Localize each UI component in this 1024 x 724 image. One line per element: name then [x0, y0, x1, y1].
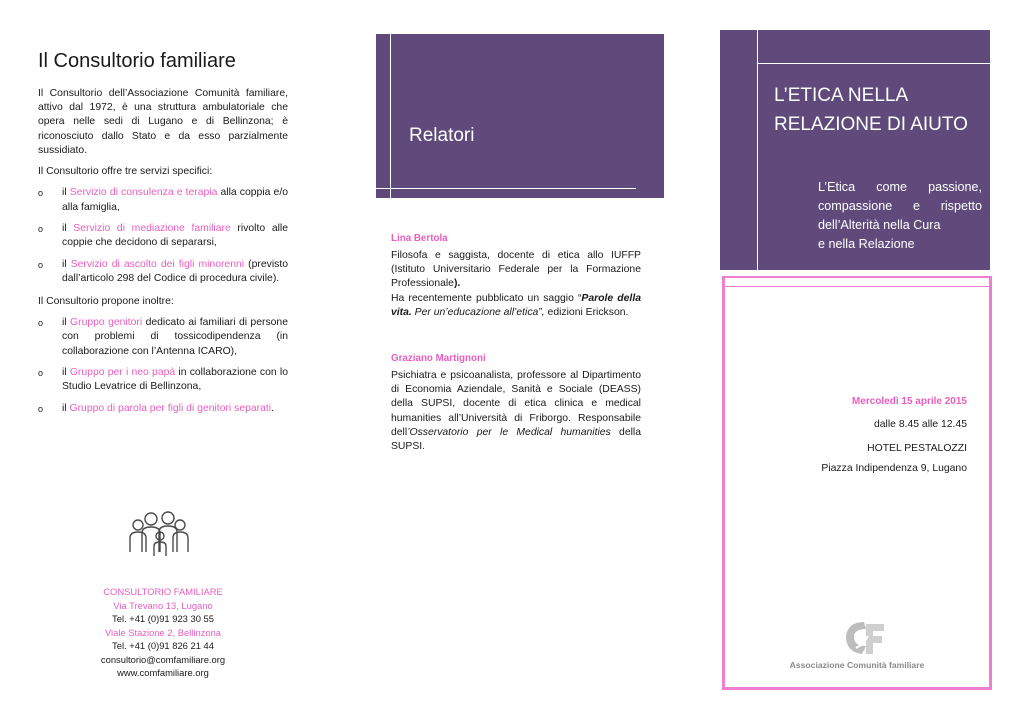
speaker-bio: Psichiatra e psicoanalista, professore al Dipartimento di Economia Aziendale, Sanità e Sociale (DEASS) della SUPSI, docente di etica clinica e medical humanities all’Università di Friborgo. Responsabile dell’Osservatorio per le Medical humanities della SUPSI. — [391, 370, 641, 453]
speaker-publication: Ha recentemente pubblicato un saggio “Parole della vita. Per un’educazione all’etica”, edizioni Erickson. — [391, 292, 641, 318]
divider — [390, 34, 391, 198]
speaker-bio: Filosofa e saggista, docente di etica allo IUFFP (Istituto Universitario Federale per la Formazione Professionale). — [391, 250, 641, 290]
contact-email[interactable]: consultorio@comfamiliare.org — [100, 653, 226, 665]
bullet-icon: o — [38, 259, 44, 270]
list-item: o il Servizio di consulenza e terapia alla coppia e/o alla famiglia, — [38, 187, 288, 213]
speaker-martignoni — [391, 353, 641, 454]
event-venue: HOTEL PESTALOZZI — [867, 443, 967, 454]
event-date: Mercoledì 15 aprile 2015 — [851, 396, 967, 407]
list-item: o il Servizio di mediazione familiare rivolto alle coppie che decidono di separarsi, — [38, 223, 288, 249]
speaker-name: Lina Bertola — [391, 233, 448, 244]
association-name: Associazione Comunità familiare — [789, 660, 925, 670]
consultorio-title: Il Consultorio familiare — [38, 50, 236, 72]
relatori-title: Relatori — [409, 125, 475, 146]
proposals-list — [38, 316, 288, 416]
association-logo-icon — [842, 618, 888, 658]
cover-subtitle: L’Etica come passione, compassione e rispetto dell’Alterità nella Cura e nella Relazione — [818, 180, 982, 251]
contact-org: CONSULTORIO FAMILIARE — [103, 586, 223, 597]
bullet-icon: o — [38, 368, 44, 379]
event-address: Piazza Indipendenza 9, Lugano — [821, 463, 967, 474]
contact-website[interactable]: www.comfamiliare.org — [117, 667, 209, 678]
divider — [757, 63, 990, 64]
gruppo-parola: Gruppo di parola per figli di genitori separati — [69, 402, 272, 414]
services-list — [38, 186, 288, 286]
event-frame — [722, 276, 992, 690]
cover-box — [720, 30, 990, 270]
bullet-icon: o — [38, 403, 44, 414]
list-item: o il Gruppo di parola per figli di genitori separati. — [38, 402, 288, 416]
list-item: o il Gruppo per i neo papà in collaborazione con lo Studio Levatrice di Bellinzona, — [38, 367, 288, 393]
relatori-header-box — [376, 34, 664, 198]
gruppo-genitori: Gruppo genitori — [70, 316, 143, 328]
divider — [757, 30, 758, 270]
service-consulenza: Servizio di consulenza e terapia — [69, 187, 218, 199]
service-ascolto: Servizio di ascolto dei figli minorenni — [70, 258, 245, 270]
cover-title: L’ETICA NELLA RELAZIONE DI AIUTO — [774, 85, 968, 135]
right-panel — [720, 0, 990, 724]
service-mediazione: Servizio di mediazione familiare — [73, 223, 231, 235]
bullet-icon: o — [38, 317, 44, 328]
divider — [376, 188, 636, 189]
list-item: o il Servizio di ascolto dei figli minorenni (previsto dall’articolo 298 del Codice di procedura civile). — [38, 258, 288, 285]
bullet-icon: o — [38, 224, 44, 235]
contact-address-lugano: Via Trevano 13, Lugano — [113, 599, 213, 611]
contact-block — [38, 585, 288, 680]
middle-panel — [376, 0, 664, 724]
bullet-icon: o — [38, 188, 44, 199]
gruppo-neo-papa: Gruppo per i neo papà — [69, 367, 176, 379]
contact-address-bellinzona: Viale Stazione 2, Bellinzona — [104, 626, 222, 638]
list-item: o il Gruppo genitori dedicato ai familiari di persone con problemi di tossicodipendenza (in collaborazione con l’Antenna ICARO), — [38, 316, 288, 357]
services-intro: Il Consultorio offre tre servizi specifici: — [38, 166, 213, 178]
speaker-name: Graziano Martignoni — [391, 353, 486, 364]
contact-phone-bellinzona: Tel. +41 (0)91 826 21 44 — [112, 640, 214, 651]
family-group-icon — [128, 508, 190, 560]
proposals-intro: Il Consultorio propone inoltre: — [38, 295, 174, 307]
left-panel — [38, 0, 288, 724]
contact-phone-lugano: Tel. +41 (0)91 923 30 55 — [112, 613, 214, 624]
consultorio-intro: Il Consultorio dell’Associazione Comunità familiare, attivo dal 1972, è una struttura ambulatoriale che opera nelle sedi di Lugano e di Bellinzona; è riconosciuto dallo Stato e da esso parzialmente sussidiato. — [38, 88, 288, 156]
divider — [722, 286, 992, 287]
event-time: dalle 8.45 alle 12.45 — [873, 419, 967, 430]
speaker-bertola — [391, 233, 641, 320]
